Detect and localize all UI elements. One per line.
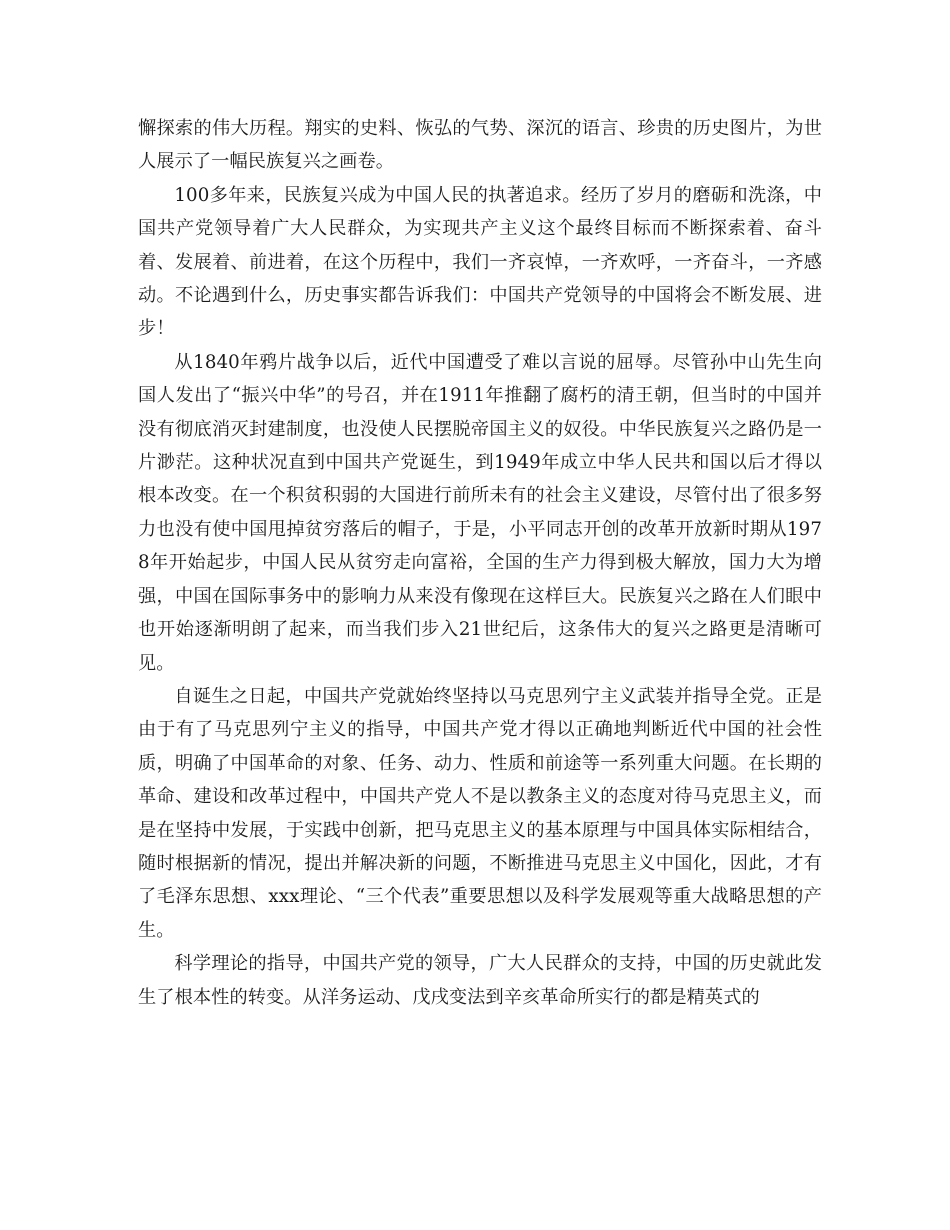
paragraph-3: 从1840年鸦片战争以后，近代中国遭受了难以言说的屈辱。尽管孙中山先生向国人发出了“振兴中华”的号召，并在1911年推翻了腐朽的清王朝，但当时的中国并没有彻底消灭封建制度，也没使人民摆脱帝国主义的奴役。中华民族复兴之路仍是一片渺茫。这种状况直到中国共产党诞生，到1949年成立中华人民共和国以后才得以根本改变。在一个积贫积弱的大国进行前所未有的社会主义建设，尽管付出了很多努力也没有使中国甩掉贫穷落后的帽子，于是，小平同志开创的改革开放新时期从1978年开始起步，中国人民从贫穷走向富裕，全国的生产力得到极大解放，国力大为增强，中国在国际事务中的影响力从来没有像现在这样巨大。民族复兴之路在人们眼中也开始逐渐明朗了起来，而当我们步入21世纪后，这条伟大的复兴之路更是清晰可见。 [138,351,822,674]
paragraph-4: 自诞生之日起，中国共产党就始终坚持以马克思列宁主义武装并指导全党。正是由于有了马克思列宁主义的指导，中国共产党才得以正确地判断近代中国的社会性质，明确了中国革命的对象、任务、动力、性质和前途等一系列重大问题。在长期的革命、建设和改革过程中，中国共产党人不是以教条主义的态度对待马克思主义，而是在坚持中发展，于实践中创新，把马克思主义的基本原理与中国具体实际相结合，随时根据新的情况，提出并解决新的问题，不断推进马克思主义中国化，因此，才有了毛泽东思想、xxx理论、“三个代表”重要思想以及科学发展观等重大战略思想的产生。 [138,685,822,941]
paragraph-1: 懈探索的伟大历程。翔实的史料、恢弘的气势、深沉的语言、珍贵的历史图片，为世人展示了一幅民族复兴之画卷。 [138,118,822,173]
paragraph-2: 100多年来，民族复兴成为中国人民的执著追求。经历了岁月的磨砺和洗涤，中国共产党领导着广大人民群众，为实现共产主义这个最终目标而不断探索着、奋斗着、发展着、前进着，在这个历程中，我们一齐哀悼，一齐欢呼，一齐奋斗，一齐感动。不论遇到什么，历史事实都告诉我们：中国共产党领导的中国将会不断发展、进步！ [138,184,822,340]
document-body [138,112,822,1014]
paragraph-5: 科学理论的指导，中国共产党的领导，广大人民群众的支持，中国的历史就此发生了根本性的转变。从洋务运动、戊戌变法到辛亥革命所实行的都是精英式的 [138,953,822,1008]
